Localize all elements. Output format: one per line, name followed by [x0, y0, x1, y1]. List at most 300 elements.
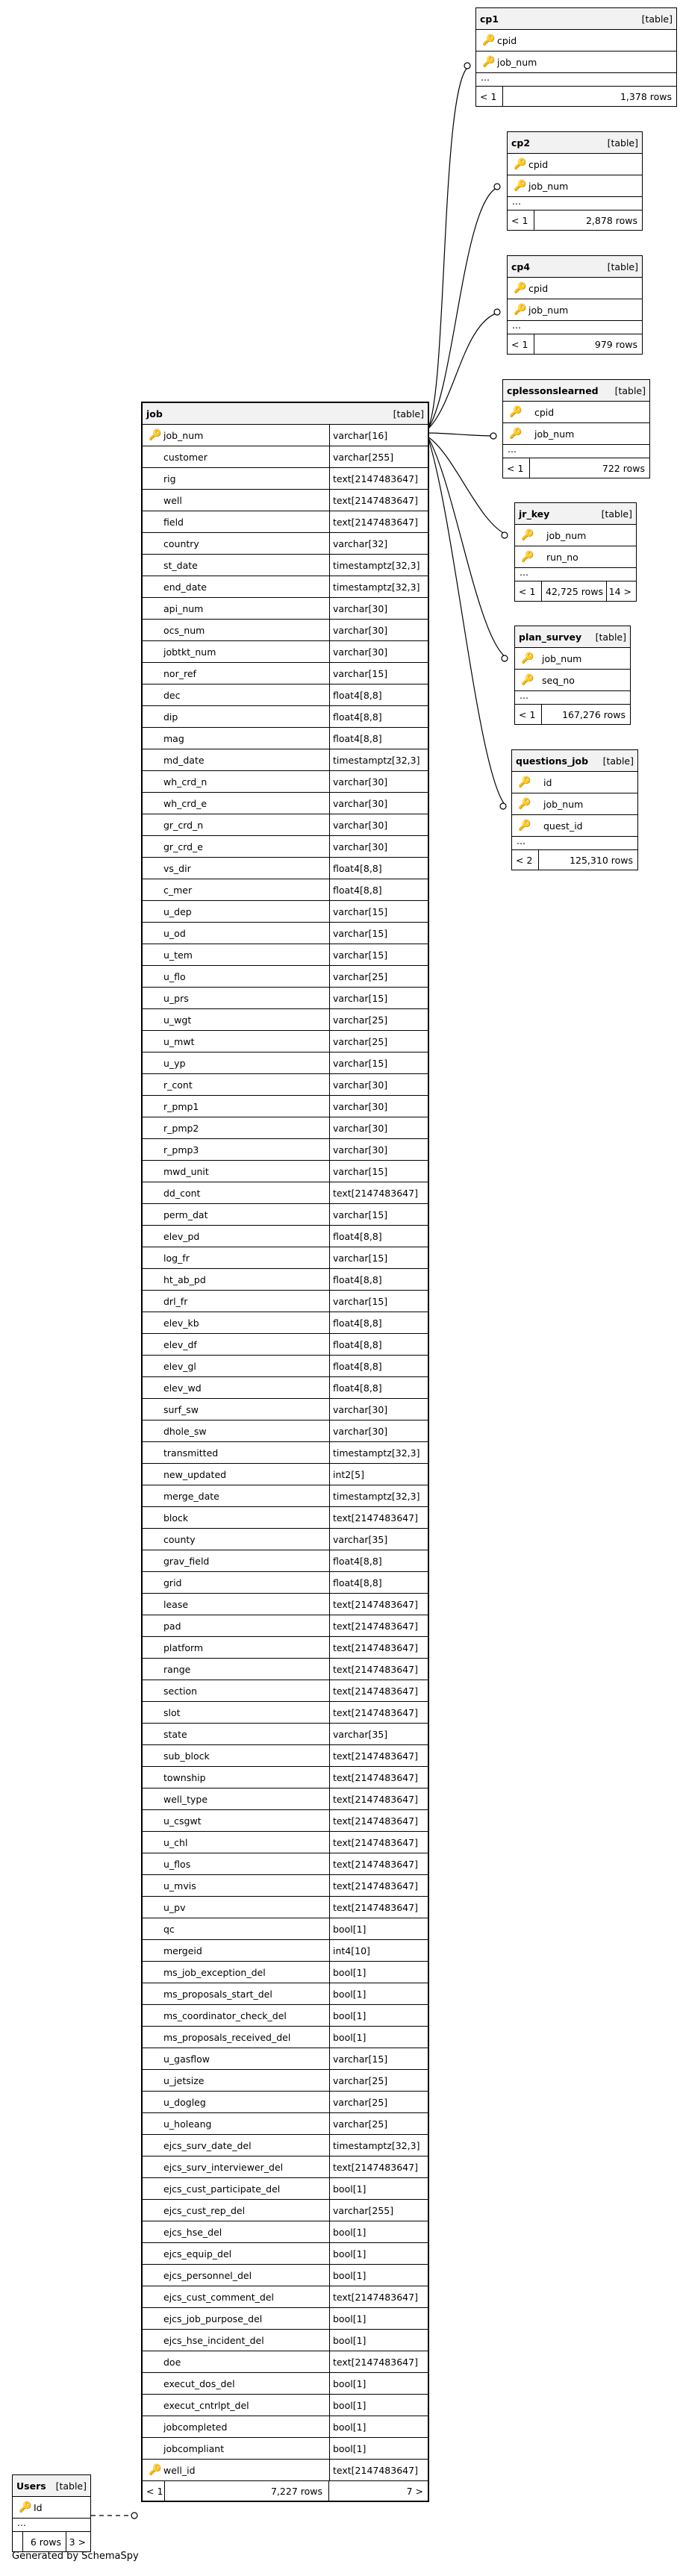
- more-columns: ...: [13, 2519, 90, 2532]
- table-cplessonslearned[interactable]: [502, 379, 650, 478]
- column-name: job_num: [543, 798, 584, 810]
- column-type: varchar[255]: [329, 446, 428, 467]
- column-name: run_no: [546, 551, 578, 563]
- column-name: execut_dos_del: [163, 2377, 235, 2389]
- foreign-key-icon: 🔑: [518, 798, 531, 810]
- column-row[interactable]: [143, 533, 428, 555]
- column-type: timestamptz[32,3]: [329, 2135, 428, 2156]
- column-row[interactable]: [143, 1724, 428, 1745]
- column-row[interactable]: [143, 749, 428, 771]
- column-row[interactable]: [515, 648, 630, 670]
- primary-key-icon: 🔑: [521, 551, 534, 563]
- table-type: [table]: [607, 261, 638, 272]
- column-row[interactable]: [143, 2330, 428, 2351]
- table-footer: [512, 850, 637, 870]
- children-count[interactable]: 7 >: [406, 2485, 423, 2497]
- column-name: ms_proposals_received_del: [163, 2031, 291, 2043]
- column-name: Id: [34, 2501, 43, 2513]
- column-row[interactable]: [143, 2156, 428, 2178]
- column-row[interactable]: [143, 2048, 428, 2070]
- column-name: dec: [163, 689, 181, 701]
- column-row[interactable]: [476, 30, 676, 52]
- table-type: [table]: [607, 137, 638, 149]
- parents-count[interactable]: < 2: [512, 850, 539, 870]
- column-row[interactable]: [143, 944, 428, 966]
- column-type: text[2147483647]: [329, 1182, 428, 1203]
- column-row[interactable]: [143, 1594, 428, 1615]
- column-type: varchar[35]: [329, 1724, 428, 1744]
- column-name: ejcs_cust_rep_del: [163, 2204, 246, 2216]
- column-type: bool[1]: [329, 2221, 428, 2242]
- table-type: [table]: [393, 408, 424, 420]
- column-row[interactable]: [143, 2243, 428, 2265]
- column-row[interactable]: [143, 1312, 428, 1334]
- column-row[interactable]: [143, 858, 428, 879]
- column-name: u_wgt: [163, 1014, 192, 1026]
- column-type: bool[1]: [329, 1962, 428, 1983]
- column-row[interactable]: [143, 879, 428, 901]
- column-type: bool[1]: [329, 1918, 428, 1939]
- column-row[interactable]: [143, 425, 428, 446]
- column-type: bool[1]: [329, 2438, 428, 2459]
- primary-key-icon: 🔑: [521, 529, 534, 541]
- column-row[interactable]: [143, 2416, 428, 2438]
- column-row[interactable]: [143, 1161, 428, 1182]
- primary-key-icon: 🔑: [521, 674, 534, 686]
- row-count: 42,725 rows: [546, 585, 603, 597]
- column-type: varchar[30]: [329, 1399, 428, 1420]
- parents-count[interactable]: < 1: [503, 458, 530, 478]
- column-type: varchar[30]: [329, 1074, 428, 1095]
- column-row[interactable]: [143, 1226, 428, 1247]
- foreign-key-icon: 🔑: [509, 428, 523, 440]
- column-type: text[2147483647]: [329, 1702, 428, 1723]
- column-name: u_flo: [163, 970, 186, 982]
- column-row[interactable]: [515, 525, 636, 546]
- column-type: varchar[32]: [329, 533, 428, 554]
- column-row[interactable]: [512, 772, 637, 793]
- column-row[interactable]: [143, 771, 428, 793]
- column-row[interactable]: [508, 154, 642, 175]
- table-type: [table]: [55, 2480, 87, 2492]
- column-row[interactable]: [143, 2027, 428, 2048]
- column-row[interactable]: [143, 1875, 428, 1897]
- column-row[interactable]: [143, 1810, 428, 1832]
- column-type: text[2147483647]: [329, 1853, 428, 1874]
- column-type: float4[8,8]: [329, 1334, 428, 1355]
- column-type: text[2147483647]: [329, 1788, 428, 1809]
- table-header: [508, 256, 642, 278]
- column-row[interactable]: [143, 1485, 428, 1507]
- column-row[interactable]: [143, 1853, 428, 1875]
- column-name: u_yp: [163, 1057, 186, 1069]
- column-name: doe: [163, 2356, 181, 2368]
- column-row[interactable]: [143, 1788, 428, 1810]
- column-row[interactable]: [503, 423, 649, 445]
- column-row[interactable]: [143, 1897, 428, 1918]
- column-row[interactable]: [143, 1962, 428, 1983]
- column-row[interactable]: [143, 1464, 428, 1485]
- column-row[interactable]: [143, 966, 428, 988]
- column-row[interactable]: [143, 2373, 428, 2395]
- table-footer: [13, 2532, 90, 2551]
- column-row[interactable]: [515, 546, 636, 568]
- column-row[interactable]: [508, 299, 642, 321]
- table-type: [table]: [602, 755, 634, 767]
- column-row[interactable]: [143, 1269, 428, 1291]
- table-footer: [515, 581, 636, 601]
- column-row[interactable]: [143, 446, 428, 468]
- column-row[interactable]: [143, 1052, 428, 1074]
- column-row[interactable]: [515, 670, 630, 691]
- parents-count[interactable]: [13, 2532, 23, 2551]
- column-name: log_fr: [163, 1252, 190, 1264]
- column-name: ht_ab_pd: [163, 1273, 206, 1285]
- column-row[interactable]: [476, 52, 676, 73]
- table-name[interactable]: plan_survey: [519, 631, 582, 643]
- column-name: st_date: [163, 559, 198, 571]
- table-name[interactable]: jr_key: [519, 508, 550, 520]
- column-type: varchar[25]: [329, 2092, 428, 2112]
- column-row[interactable]: [143, 1940, 428, 1962]
- column-type: varchar[30]: [329, 1420, 428, 1441]
- column-name: u_mwt: [163, 1035, 195, 1047]
- column-row[interactable]: [143, 1918, 428, 1940]
- column-row[interactable]: [143, 1615, 428, 1637]
- column-type: timestamptz[32,3]: [329, 1485, 428, 1506]
- column-type: varchar[15]: [329, 1204, 428, 1225]
- column-type: bool[1]: [329, 2308, 428, 2329]
- column-type: float4[8,8]: [329, 1377, 428, 1398]
- column-type: varchar[30]: [329, 598, 428, 619]
- column-row[interactable]: [143, 901, 428, 923]
- column-type: float4[8,8]: [329, 1269, 428, 1290]
- row-count: 979 rows: [594, 338, 637, 350]
- table-type: [table]: [601, 508, 632, 520]
- column-row[interactable]: [143, 1139, 428, 1161]
- column-type: varchar[15]: [329, 663, 428, 684]
- table-name[interactable]: Users: [16, 2480, 46, 2492]
- column-row[interactable]: [143, 620, 428, 641]
- column-row[interactable]: [143, 1031, 428, 1052]
- column-row[interactable]: [508, 175, 642, 197]
- more-columns: ...: [508, 321, 642, 334]
- column-name: grav_field: [163, 1555, 210, 1567]
- column-type: varchar[30]: [329, 836, 428, 857]
- column-type: timestamptz[32,3]: [329, 749, 428, 770]
- row-count: 167,276 rows: [562, 708, 626, 720]
- column-name: vs_dir: [163, 862, 191, 874]
- column-name: job_num: [542, 652, 582, 664]
- column-row[interactable]: [13, 2497, 90, 2519]
- column-name: transmitted: [163, 1447, 219, 1459]
- column-name: ejcs_job_purpose_del: [163, 2313, 263, 2324]
- edge-questions-job: [428, 437, 506, 806]
- column-name: u_dogleg: [163, 2096, 206, 2108]
- column-type: text[2147483647]: [329, 2286, 428, 2307]
- column-row[interactable]: [143, 511, 428, 533]
- column-row[interactable]: [143, 1442, 428, 1464]
- column-row[interactable]: [143, 1680, 428, 1702]
- column-row[interactable]: [143, 2286, 428, 2308]
- table-questions_job[interactable]: [511, 749, 638, 870]
- column-row[interactable]: [503, 402, 649, 423]
- table-type: [table]: [595, 631, 626, 643]
- column-row[interactable]: [143, 1529, 428, 1550]
- parents-count[interactable]: < 1: [515, 581, 542, 601]
- column-row[interactable]: [143, 490, 428, 511]
- column-name: cpid: [528, 282, 549, 294]
- column-type: timestamptz[32,3]: [329, 576, 428, 597]
- column-name: cpid: [534, 406, 555, 418]
- column-name: u_mvis: [163, 1880, 196, 1892]
- column-name: gr_crd_e: [163, 841, 203, 852]
- column-row[interactable]: [143, 2135, 428, 2156]
- table-plan_survey[interactable]: [514, 626, 631, 725]
- column-row[interactable]: [143, 641, 428, 663]
- column-row[interactable]: [143, 555, 428, 576]
- column-type: bool[1]: [329, 2265, 428, 2286]
- column-row[interactable]: [143, 1356, 428, 1377]
- column-row[interactable]: [143, 1659, 428, 1680]
- column-type: varchar[25]: [329, 2070, 428, 2091]
- column-name: platform: [163, 1641, 204, 1653]
- more-columns: ...: [512, 837, 637, 850]
- column-row[interactable]: [143, 1702, 428, 1724]
- column-row[interactable]: [143, 2265, 428, 2286]
- column-name: ms_proposals_start_del: [163, 1988, 272, 2000]
- children-count[interactable]: 14 >: [606, 581, 636, 601]
- foreign-key-icon: 🔑: [149, 2464, 162, 2476]
- column-row[interactable]: [143, 1247, 428, 1269]
- column-name: township: [163, 1771, 206, 1783]
- column-name: ejcs_surv_interviewer_del: [163, 2161, 284, 2173]
- column-name: u_gasflow: [163, 2053, 210, 2065]
- parents-count[interactable]: < 1: [515, 705, 542, 724]
- column-row[interactable]: [143, 684, 428, 706]
- column-name: r_pmp3: [163, 1144, 199, 1156]
- column-name: u_prs: [163, 992, 189, 1004]
- column-name: ejcs_personnel_del: [163, 2269, 252, 2281]
- column-name: u_jetsize: [163, 2074, 205, 2086]
- column-type: varchar[15]: [329, 1291, 428, 1312]
- column-type: text[2147483647]: [329, 1507, 428, 1528]
- column-name: dip: [163, 711, 178, 723]
- column-name: drl_fr: [163, 1295, 188, 1307]
- column-row[interactable]: [143, 1983, 428, 2005]
- column-name: end_date: [163, 581, 207, 593]
- edge-cplessons-job: [428, 433, 496, 436]
- column-name: api_num: [163, 602, 204, 614]
- row-count: 722 rows: [602, 462, 645, 474]
- column-type: text[2147483647]: [329, 2156, 428, 2177]
- column-row[interactable]: [143, 2460, 428, 2481]
- table-name[interactable]: cp4: [511, 261, 531, 272]
- table-users[interactable]: [12, 2474, 91, 2552]
- column-row[interactable]: [143, 2438, 428, 2460]
- column-type: bool[1]: [329, 2373, 428, 2394]
- foreign-key-icon: 🔑: [514, 304, 527, 316]
- column-name: job_num: [546, 529, 587, 541]
- row-count: 1,378 rows: [620, 90, 672, 102]
- column-type: bool[1]: [329, 2416, 428, 2437]
- column-row[interactable]: [143, 1832, 428, 1853]
- generated-by-label: Generated by SchemaSpy: [12, 2551, 139, 2562]
- column-row[interactable]: [143, 2351, 428, 2373]
- foreign-key-icon: 🔑: [482, 56, 496, 68]
- column-row[interactable]: [143, 1420, 428, 1442]
- column-row[interactable]: [143, 1009, 428, 1031]
- table-name[interactable]: questions_job: [516, 755, 589, 767]
- column-row[interactable]: [143, 988, 428, 1009]
- column-type: bool[1]: [329, 2330, 428, 2351]
- column-row[interactable]: [143, 1399, 428, 1420]
- column-row[interactable]: [143, 814, 428, 836]
- column-row[interactable]: [143, 1074, 428, 1096]
- column-row[interactable]: [512, 815, 637, 837]
- column-name: cpid: [528, 158, 549, 170]
- table-jr_key[interactable]: [514, 502, 637, 602]
- primary-key-icon: 🔑: [19, 2501, 32, 2513]
- column-type: text[2147483647]: [329, 1832, 428, 1853]
- primary-key-icon: 🔑: [514, 158, 527, 170]
- table-header: [512, 750, 637, 772]
- column-type: varchar[30]: [329, 1096, 428, 1117]
- primary-key-icon: 🔑: [514, 282, 527, 294]
- table-cp1[interactable]: [475, 7, 677, 107]
- column-type: text[2147483647]: [329, 1637, 428, 1658]
- column-row[interactable]: [143, 1096, 428, 1117]
- table-name[interactable]: job: [146, 408, 163, 420]
- column-name: country: [163, 537, 199, 549]
- column-row[interactable]: [143, 2395, 428, 2416]
- column-row[interactable]: [143, 923, 428, 944]
- column-name: u_pv: [163, 1901, 186, 1913]
- column-row[interactable]: [143, 663, 428, 684]
- column-row[interactable]: [508, 278, 642, 299]
- column-row[interactable]: [143, 1767, 428, 1788]
- table-name[interactable]: cp1: [480, 13, 499, 25]
- column-row[interactable]: [143, 836, 428, 858]
- primary-key-icon: 🔑: [149, 429, 162, 441]
- column-type: text[2147483647]: [329, 1615, 428, 1636]
- column-name: job_num: [497, 56, 537, 68]
- column-type: text[2147483647]: [329, 1745, 428, 1766]
- parents-count[interactable]: < 1: [508, 210, 534, 230]
- column-row[interactable]: [143, 2070, 428, 2092]
- column-row[interactable]: [512, 793, 637, 815]
- column-type: varchar[15]: [329, 988, 428, 1008]
- column-row[interactable]: [143, 1745, 428, 1767]
- column-row[interactable]: [143, 2178, 428, 2200]
- column-name: u_csgwt: [163, 1815, 202, 1827]
- column-row[interactable]: [143, 1204, 428, 1226]
- column-type: int4[10]: [329, 1940, 428, 1961]
- column-name: county: [163, 1533, 196, 1545]
- column-row[interactable]: [143, 576, 428, 598]
- table-header: [508, 132, 642, 154]
- column-row[interactable]: [143, 728, 428, 749]
- column-name: elev_df: [163, 1338, 197, 1350]
- column-type: text[2147483647]: [329, 511, 428, 532]
- column-type: int2[5]: [329, 1464, 428, 1485]
- column-row[interactable]: [143, 793, 428, 814]
- more-columns: ...: [515, 568, 636, 581]
- column-row[interactable]: [143, 1182, 428, 1204]
- column-name: lease: [163, 1598, 189, 1610]
- column-type: bool[1]: [329, 2243, 428, 2264]
- table-job[interactable]: [141, 402, 429, 2502]
- table-cp2[interactable]: [507, 131, 643, 231]
- table-name[interactable]: cp2: [511, 137, 531, 149]
- more-columns: ...: [515, 691, 630, 705]
- column-row[interactable]: [143, 1377, 428, 1399]
- column-name: mag: [163, 732, 184, 744]
- table-cp4[interactable]: [507, 255, 643, 355]
- column-row[interactable]: [143, 598, 428, 620]
- parents-count[interactable]: < 1: [508, 334, 534, 354]
- column-type: varchar[25]: [329, 2113, 428, 2134]
- column-row[interactable]: [143, 1550, 428, 1572]
- column-row[interactable]: [143, 2200, 428, 2221]
- column-row[interactable]: [143, 1117, 428, 1139]
- column-row[interactable]: [143, 2005, 428, 2027]
- column-name: range: [163, 1663, 191, 1675]
- primary-key-icon: 🔑: [482, 34, 496, 46]
- parents-count[interactable]: < 1: [476, 87, 503, 106]
- parents-count[interactable]: < 1: [143, 2481, 165, 2501]
- column-name: jobcompleted: [163, 2421, 228, 2433]
- column-row[interactable]: [143, 468, 428, 490]
- column-row[interactable]: [143, 2221, 428, 2243]
- column-type: float4[8,8]: [329, 879, 428, 900]
- column-row[interactable]: [143, 2092, 428, 2113]
- column-row[interactable]: [143, 2113, 428, 2135]
- column-name: new_updated: [163, 1468, 227, 1480]
- column-name: nor_ref: [163, 667, 196, 679]
- column-name: r_cont: [163, 1079, 193, 1091]
- column-name: well_id: [163, 2464, 196, 2476]
- row-count: 7,227 rows: [165, 2481, 329, 2501]
- column-row[interactable]: [143, 2308, 428, 2330]
- edge-plansurvey-job: [428, 437, 508, 658]
- column-type: varchar[25]: [329, 966, 428, 987]
- column-row[interactable]: [143, 1572, 428, 1594]
- table-header: [515, 626, 630, 648]
- column-row[interactable]: [143, 1334, 428, 1356]
- table-name[interactable]: cplessonslearned: [507, 384, 599, 396]
- column-name: seq_no: [542, 674, 575, 686]
- column-type: text[2147483647]: [329, 490, 428, 511]
- children-count[interactable]: 3 >: [69, 2536, 86, 2548]
- column-name: gr_crd_n: [163, 819, 204, 831]
- column-row[interactable]: [143, 706, 428, 728]
- foreign-key-icon: 🔑: [518, 820, 531, 832]
- table-header: [13, 2475, 90, 2497]
- table-footer: [476, 87, 676, 106]
- column-name: c_mer: [163, 884, 193, 896]
- column-name: job_num: [528, 180, 569, 192]
- column-row[interactable]: [143, 1637, 428, 1659]
- column-row[interactable]: [143, 1507, 428, 1529]
- column-type: varchar[15]: [329, 1052, 428, 1073]
- column-type: timestamptz[32,3]: [329, 1442, 428, 1463]
- column-type: bool[1]: [329, 2395, 428, 2416]
- column-row[interactable]: [143, 1291, 428, 1312]
- column-name: u_dep: [163, 905, 192, 917]
- table-header: [503, 380, 649, 402]
- column-type: text[2147483647]: [329, 1767, 428, 1788]
